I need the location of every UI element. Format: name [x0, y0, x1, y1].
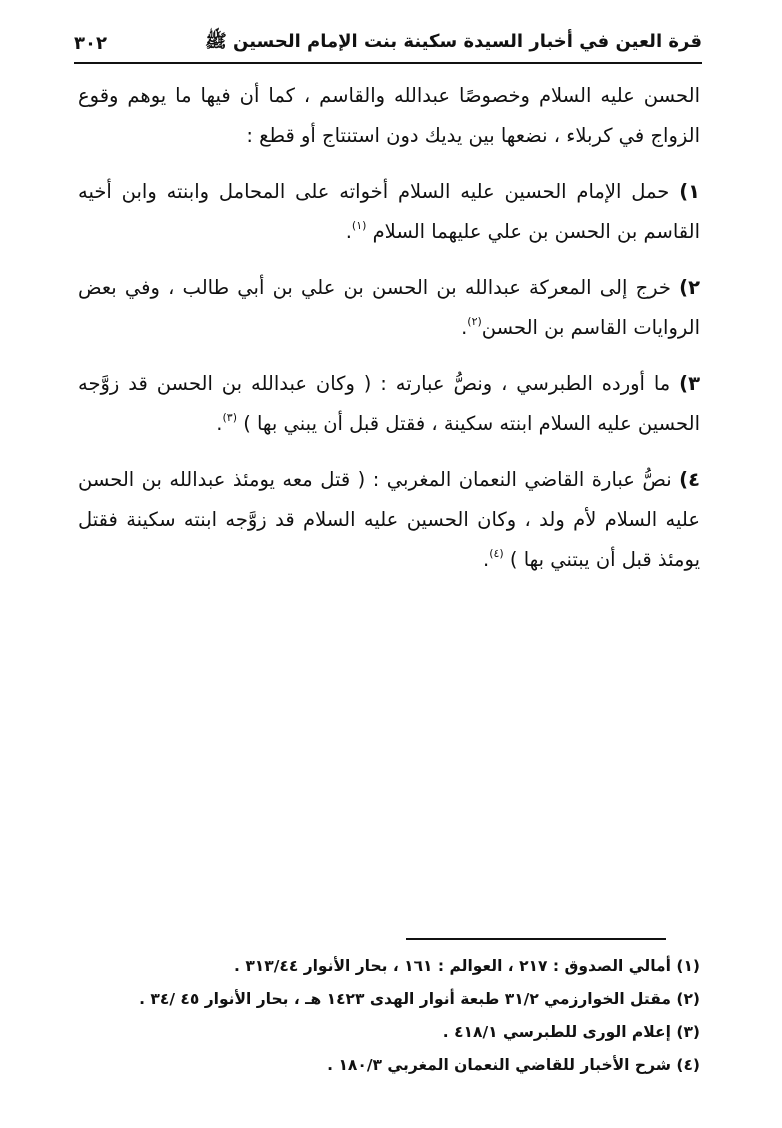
footnote-marker: (١)	[351, 219, 367, 232]
header-title	[205, 30, 702, 56]
paragraph-end: .	[216, 412, 223, 435]
body-text	[78, 76, 700, 596]
header-honorific-mark: ﷺ	[204, 31, 227, 52]
paragraph-end: .	[345, 220, 352, 243]
paragraph-text: خرج إلى المعركة عبدالله بن الحسن بن علي بن أبي طالب ، وفي بعض الروايات القاسم بن الحسن	[78, 276, 700, 339]
header-title-text: قرة العين في أخبار السيدة سكينة بنت الإمام الحسين	[233, 31, 702, 52]
paragraph-end: .	[483, 548, 490, 571]
footnote-divider	[406, 938, 666, 940]
numbered-paragraph-3	[78, 364, 700, 444]
page-number: ٣٠٢	[74, 32, 107, 54]
footnote-marker: (٢)	[467, 315, 482, 328]
paragraph-number: ٣)	[679, 372, 700, 395]
footnote-marker: (٣)	[222, 411, 237, 424]
numbered-paragraph-2	[78, 268, 700, 348]
footnote-2: (٢) مقتل الخوارزمي ٣١/٢ طبعة أنوار الهدى ١٤٢٣ هـ ، بحار الأنوار ٤٥ /٣٤ .	[139, 990, 700, 1008]
paragraph-end: .	[461, 316, 468, 339]
paragraph-text: ما أورده الطبرسي ، ونصُّ عبارته : ( وكان عبدالله بن الحسن قد زوَّجه الحسين عليه السلام ابنته سكينة ، فقتل قبل أن يبني بها )	[78, 372, 700, 435]
header-divider	[74, 62, 702, 64]
footnotes	[78, 950, 700, 1082]
intro-paragraph	[78, 76, 700, 156]
numbered-paragraph-4	[78, 460, 700, 580]
paragraph-text: نصُّ عبارة القاضي النعمان المغربي : ( قتل معه يومئذ عبدالله بن الحسن عليه السلام لأم ولد ، وكان الحسين عليه السلام قد زوَّجه ابنته سكينة فقتل يومئذ قبل أن يبتني بها )	[78, 468, 700, 571]
intro-text: الحسن عليه السلام وخصوصًا عبدالله والقاسم ، كما أن فيها ما يوهم وقوع الزواج في كربلاء ، نضعها بين يديك دون استنتاج أو قطع :	[78, 84, 700, 147]
footnote-marker: (٤)	[489, 547, 504, 560]
paragraph-number: ٤)	[679, 468, 700, 491]
footnote-3: (٣) إعلام الورى للطبرسي ٤١٨/١ .	[442, 1023, 700, 1041]
footnote-1: (١) أمالي الصدوق : ٢١٧ ، العوالم : ١٦١ ، بحار الأنوار ٣١٣/٤٤ .	[234, 957, 700, 975]
running-header	[74, 26, 702, 60]
numbered-paragraph-1	[78, 172, 700, 252]
footnote-4: (٤) شرح الأخبار للقاضي النعمان المغربي ١٨٠/٣ .	[327, 1056, 700, 1074]
paragraph-number: ١)	[679, 180, 701, 203]
paragraph-number: ٢)	[679, 276, 700, 299]
paragraph-text: حمل الإمام الحسين عليه السلام أخواته على المحامل وابنته وابن أخيه القاسم بن الحسن بن علي عليهما السلام	[78, 180, 700, 243]
